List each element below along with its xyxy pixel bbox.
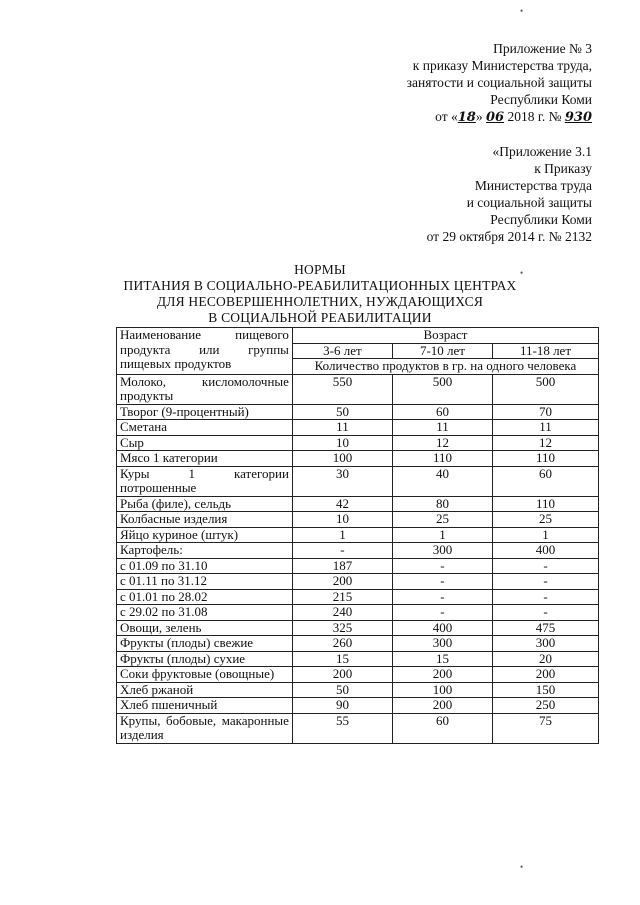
quantity-cell: 20 [492, 651, 598, 667]
quantity-cell: 110 [392, 451, 492, 467]
attachment-3-1-header [332, 143, 592, 245]
product-name: Колбасные изделия [117, 512, 293, 528]
attachment-3-1-line: Министерства труда [474, 178, 592, 193]
table-row [117, 698, 599, 714]
quantity-cell: 240 [292, 605, 392, 621]
title-line: НОРМЫ [294, 262, 346, 277]
date-month-handwritten: 06 [485, 110, 505, 125]
quantity-cell: 70 [492, 404, 598, 420]
quantity-cell: 400 [392, 620, 492, 636]
title-line: ДЛЯ НЕСОВЕРШЕННОЛЕТНИХ, НУЖДАЮЩИХСЯ [156, 294, 484, 309]
quantity-cell: - [492, 589, 598, 605]
product-name: Соки фруктовые (овощные) [117, 667, 293, 683]
header-age-group: 11-18 лет [492, 343, 598, 359]
quantity-cell: - [392, 574, 492, 590]
nutrition-norms-table [116, 327, 599, 744]
product-name: с 29.02 по 31.08 [117, 605, 293, 621]
quantity-cell: 50 [292, 682, 392, 698]
product-name: Хлеб ржаной [117, 682, 293, 698]
table-row [117, 435, 599, 451]
quantity-cell: 60 [392, 713, 492, 743]
scan-mark: • [520, 6, 524, 16]
quantity-cell: 200 [392, 698, 492, 714]
quantity-cell: 12 [392, 435, 492, 451]
attachment-3-1-line: от 29 октября 2014 г. № 2132 [426, 229, 592, 244]
quantity-cell: 12 [492, 435, 598, 451]
quantity-cell: 25 [392, 512, 492, 528]
attachment-3-header [332, 40, 592, 126]
quantity-cell: 15 [292, 651, 392, 667]
header-age: Возраст [292, 328, 598, 344]
quantity-cell: 75 [492, 713, 598, 743]
quantity-cell: 15 [392, 651, 492, 667]
quantity-cell: 100 [392, 682, 492, 698]
date-year: 2018 г. № [504, 109, 565, 124]
quantity-cell: - [392, 558, 492, 574]
table-row [117, 589, 599, 605]
table-row [117, 466, 599, 496]
table-row [117, 667, 599, 683]
quantity-cell: 90 [292, 698, 392, 714]
product-name: с 01.01 по 28.02 [117, 589, 293, 605]
quantity-cell: 11 [292, 420, 392, 436]
product-name: Овощи, зелень [117, 620, 293, 636]
quantity-cell: 30 [292, 466, 392, 496]
product-name: Фрукты (плоды) сухие [117, 651, 293, 667]
quantity-cell: 250 [492, 698, 598, 714]
table-row [117, 636, 599, 652]
attachment-3-1-line: и социальной защиты [466, 195, 592, 210]
quantity-cell: 1 [292, 527, 392, 543]
quantity-cell: 200 [292, 574, 392, 590]
scan-mark: • [520, 862, 524, 872]
table-row [117, 713, 599, 743]
quantity-cell: 200 [392, 667, 492, 683]
product-name: с 01.09 по 31.10 [117, 558, 293, 574]
quantity-cell: 50 [292, 404, 392, 420]
document-title [90, 262, 550, 326]
quantity-cell: 10 [292, 435, 392, 451]
quantity-cell: 500 [392, 374, 492, 404]
table-row [117, 512, 599, 528]
quantity-cell: 475 [492, 620, 598, 636]
table-row [117, 374, 599, 404]
table-row [117, 543, 599, 559]
product-name: Куры 1 категории потрошенные [117, 466, 293, 496]
table-row [117, 558, 599, 574]
header-product-name: Наименование пищевого продукта или группы пищевых продуктов [117, 328, 293, 375]
product-name: Молоко, кисломолочные продукты [117, 374, 293, 404]
table-row [117, 527, 599, 543]
date-mid: » [475, 109, 486, 124]
quantity-cell: 187 [292, 558, 392, 574]
scan-mark: • [520, 268, 524, 278]
product-name: с 01.11 по 31.12 [117, 574, 293, 590]
quantity-cell: 260 [292, 636, 392, 652]
quantity-cell: 500 [492, 374, 598, 404]
quantity-cell: 55 [292, 713, 392, 743]
quantity-cell: 100 [292, 451, 392, 467]
quantity-cell: 110 [492, 451, 598, 467]
product-name: Крупы, бобовые, макаронные изделия [117, 713, 293, 743]
attachment-3-line: Республики Коми [490, 92, 592, 107]
product-name: Сыр [117, 435, 293, 451]
quantity-cell: - [492, 605, 598, 621]
table-row [117, 420, 599, 436]
product-name: Творог (9-процентный) [117, 404, 293, 420]
attachment-3-1-line: к Приказу [534, 161, 592, 176]
attachment-3-line: Приложение № 3 [493, 41, 592, 56]
date-day-handwritten: 18 [457, 110, 476, 125]
quantity-cell: 325 [292, 620, 392, 636]
quantity-cell: 550 [292, 374, 392, 404]
quantity-cell: 150 [492, 682, 598, 698]
order-number-handwritten: 930 [564, 110, 592, 125]
quantity-cell: 200 [292, 667, 392, 683]
table-row [117, 404, 599, 420]
quantity-cell: 300 [392, 543, 492, 559]
product-name: Хлеб пшеничный [117, 698, 293, 714]
quantity-cell: - [492, 558, 598, 574]
quantity-cell: 60 [492, 466, 598, 496]
quantity-cell: - [292, 543, 392, 559]
attachment-3-1-line: «Приложение 3.1 [492, 144, 592, 159]
attachment-3-line: к приказу Министерства труда, [412, 58, 592, 73]
quantity-cell: - [392, 605, 492, 621]
quantity-cell: 215 [292, 589, 392, 605]
quantity-cell: 110 [492, 496, 598, 512]
header-quantity: Количество продуктов в гр. на одного человека [292, 359, 598, 375]
quantity-cell: - [492, 574, 598, 590]
quantity-cell: 1 [392, 527, 492, 543]
quantity-cell: 25 [492, 512, 598, 528]
quantity-cell: 300 [392, 636, 492, 652]
header-age-group: 3-6 лет [292, 343, 392, 359]
table-row [117, 496, 599, 512]
table-row [117, 605, 599, 621]
quantity-cell: 60 [392, 404, 492, 420]
header-age-group: 7-10 лет [392, 343, 492, 359]
title-line: В СОЦИАЛЬНОЙ РЕАБИЛИТАЦИИ [208, 310, 432, 325]
product-name: Рыба (филе), сельдь [117, 496, 293, 512]
product-name: Мясо 1 категории [117, 451, 293, 467]
attachment-3-line: занятости и социальной защиты [406, 75, 592, 90]
table-row [117, 451, 599, 467]
table-row [117, 574, 599, 590]
quantity-cell: 300 [492, 636, 598, 652]
table-row [117, 651, 599, 667]
quantity-cell: 10 [292, 512, 392, 528]
title-line: ПИТАНИЯ В СОЦИАЛЬНО-РЕАБИЛИТАЦИОННЫХ ЦЕНТРАХ [123, 278, 517, 293]
quantity-cell: 80 [392, 496, 492, 512]
quantity-cell: - [392, 589, 492, 605]
product-name: Сметана [117, 420, 293, 436]
product-name: Фрукты (плоды) свежие [117, 636, 293, 652]
product-name: Яйцо куриное (штук) [117, 527, 293, 543]
quantity-cell: 1 [492, 527, 598, 543]
table-row [117, 620, 599, 636]
quantity-cell: 11 [492, 420, 598, 436]
quantity-cell: 11 [392, 420, 492, 436]
quantity-cell: 200 [492, 667, 598, 683]
attachment-3-date-line [332, 108, 592, 126]
quantity-cell: 40 [392, 466, 492, 496]
quantity-cell: 42 [292, 496, 392, 512]
date-prefix: от « [435, 109, 458, 124]
product-name: Картофель: [117, 543, 293, 559]
table-row [117, 682, 599, 698]
attachment-3-1-line: Республики Коми [490, 212, 592, 227]
quantity-cell: 400 [492, 543, 598, 559]
